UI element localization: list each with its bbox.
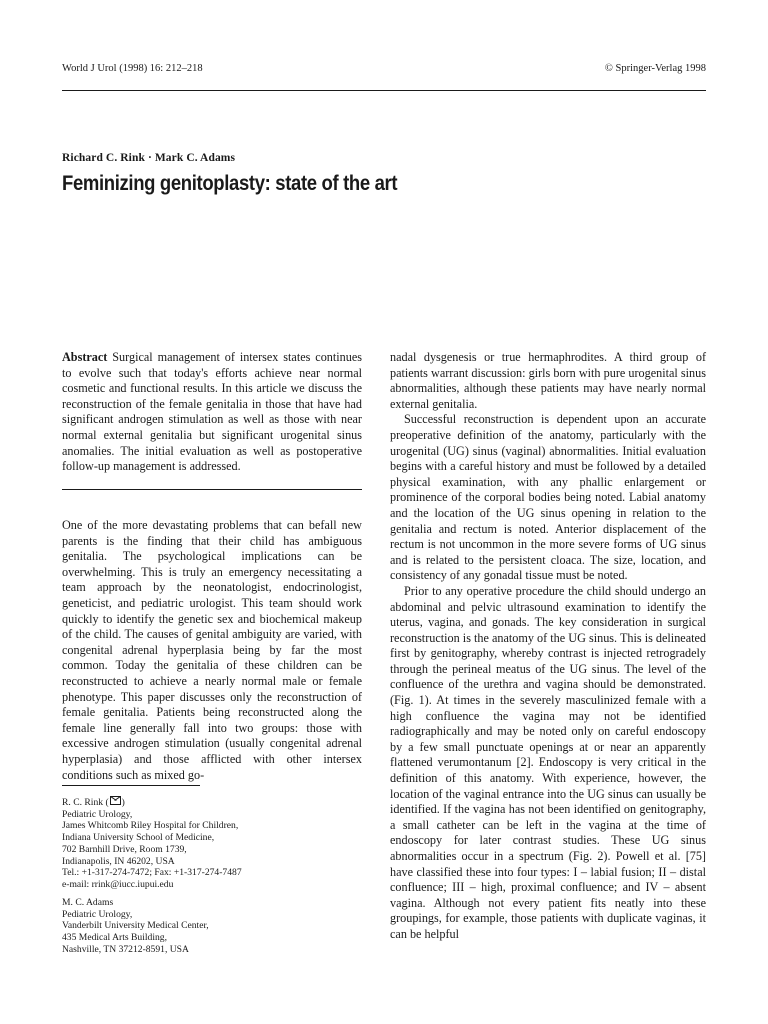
author1-address	[62, 796, 362, 891]
footnote-rule	[62, 785, 200, 786]
address-line: Vanderbilt University Medical Center,	[62, 920, 209, 932]
contact-phone-fax: Tel.: +1-317-274-7472; Fax: +1-317-274-7487	[62, 867, 242, 879]
address-line: James Whitcomb Riley Hospital for Children,	[62, 820, 239, 832]
body-paragraph: Prior to any operative procedure the child should undergo an abdominal and pelvic ultrasound examination to identify the uterus, vagina, and gonads. The key consideration in surgical reconstruction is the anatomy of the UG sinus. This is delineated first by genitography, whereby contrast is injected retrogradely through the perineal meatus of the UG sinus. The level of the confluence of the urethra and vagina should be demonstrated. (Fig. 1). At times in the severely masculinized female with a high confluence the vagina may not be identified radiographically and may be noted only on careful endoscopy by a few small punctuate openings at or near an apparently flattened verumontanum [2]. Endoscopy is very critical in the definition of this anatomy. With experience, however, the location of the vaginal entrance into the UG sinus can usually be identified. If the vagina has not been identified on genitography, a small catheter can be left in the vagina at the time of endoscopy for later contrast studies. These UG sinus abnormalities occur in a spectrum (Fig. 2). Powell et al. [75] have classified these into four types: I – labial fusion; II – distal confluence; III – high, proximal confluence; and IV – absent vagina. Although not every patient fits neatly into these groupings, for example, those patients with duplicate vaginas, it can be helpful	[390, 583, 706, 941]
address-line: 702 Barnhill Drive, Room 1739,	[62, 843, 187, 855]
address-line: Indiana University School of Medicine,	[62, 832, 215, 844]
abstract-label: Abstract	[62, 350, 108, 364]
contact-email: e-mail: rrink@iucc.iupui.edu	[62, 878, 174, 890]
author2-address	[62, 897, 362, 956]
author-line: Richard C. Rink · Mark C. Adams	[62, 152, 236, 164]
address-line: Pediatric Urology,	[62, 908, 133, 920]
article-title: Feminizing genitoplasty: state of the art	[62, 171, 398, 195]
address-line: 435 Medical Arts Building,	[62, 932, 167, 944]
body-paragraph: nadal dysgenesis or true hermaphrodites. A third group of patients warrant discussion: girls born with pure urogenital sinus abnormalities, although these patients may have nearly normal external genitalia.	[390, 350, 706, 411]
author1-name-close: )	[121, 797, 125, 808]
abstract-text: Surgical management of intersex states continues to evolve such that today's efforts achieve near normal cosmetic and functional results. In this article we discuss the reconstruction of the female genitalia in those that have had significant androgen stimulation as well as those with near normal external genitalia but significant urogenital sinus anomalies. The initial evaluation as well as postoperative follow-up management is addressed.	[62, 350, 363, 474]
body-paragraph: Successful reconstruction is dependent upon an accurate preoperative definition of the anatomy, particularly with the urogenital (UG) sinus (vaginal) abnormalities. Initial evaluation begins with a careful history and must be followed by a detailed physical examination, with any phallic enlargement or prominence of the corporal bodies being noted. Labial anatomy and the location of the UG sinus opening in relation to the genitalia and rectum is noted. Anterior displacement of the rectum is not uncommon in the more severe forms of UG sinus and is related to the persistent cloaca. The size, location, and consistency of any gonadal tissue must be noted.	[390, 412, 706, 583]
author1-name: R. C. Rink (	[62, 797, 109, 808]
envelope-icon	[110, 796, 121, 805]
abstract-rule	[62, 489, 362, 490]
header-rule	[62, 90, 706, 91]
author2-name: M. C. Adams	[62, 897, 114, 908]
copyright-notice: © Springer-Verlag 1998	[604, 63, 706, 74]
address-line: Nashville, TN 37212-8591, USA	[62, 943, 189, 955]
right-column	[390, 350, 706, 943]
intro-paragraph	[62, 518, 362, 783]
address-line: Indianapolis, IN 46202, USA	[62, 855, 175, 867]
address-line: Pediatric Urology,	[62, 808, 133, 820]
journal-reference: World J Urol (1998) 16: 212–218	[62, 63, 203, 74]
abstract	[62, 350, 362, 475]
intro-text: One of the more devastating problems that can befall new parents is the finding that their child has ambiguous genitalia. The psychological implications can be overwhelming. This is truly an emergency necessitating a team approach by the neonatologist, endocrinologist, geneticist, and pediatric urologist. This team should work quickly to identify the genetic sex and biochemical makeup of the child. The causes of genital ambiguity are varied, with congenital adrenal hyperplasia being by far the most common. Today the genitalia of these children can be reconstructed to achieve a nearly normal male or female phenotype. This paper discusses only the reconstruction of female genitalia. Patients being reconstructed along the female line generally fall into two groups: those with excessive androgen stimulation (usually congenital adrenal hyperplasia) and those afflicted with other intersex conditions such as mixed go-	[62, 518, 362, 782]
author1-name-line	[62, 796, 362, 809]
